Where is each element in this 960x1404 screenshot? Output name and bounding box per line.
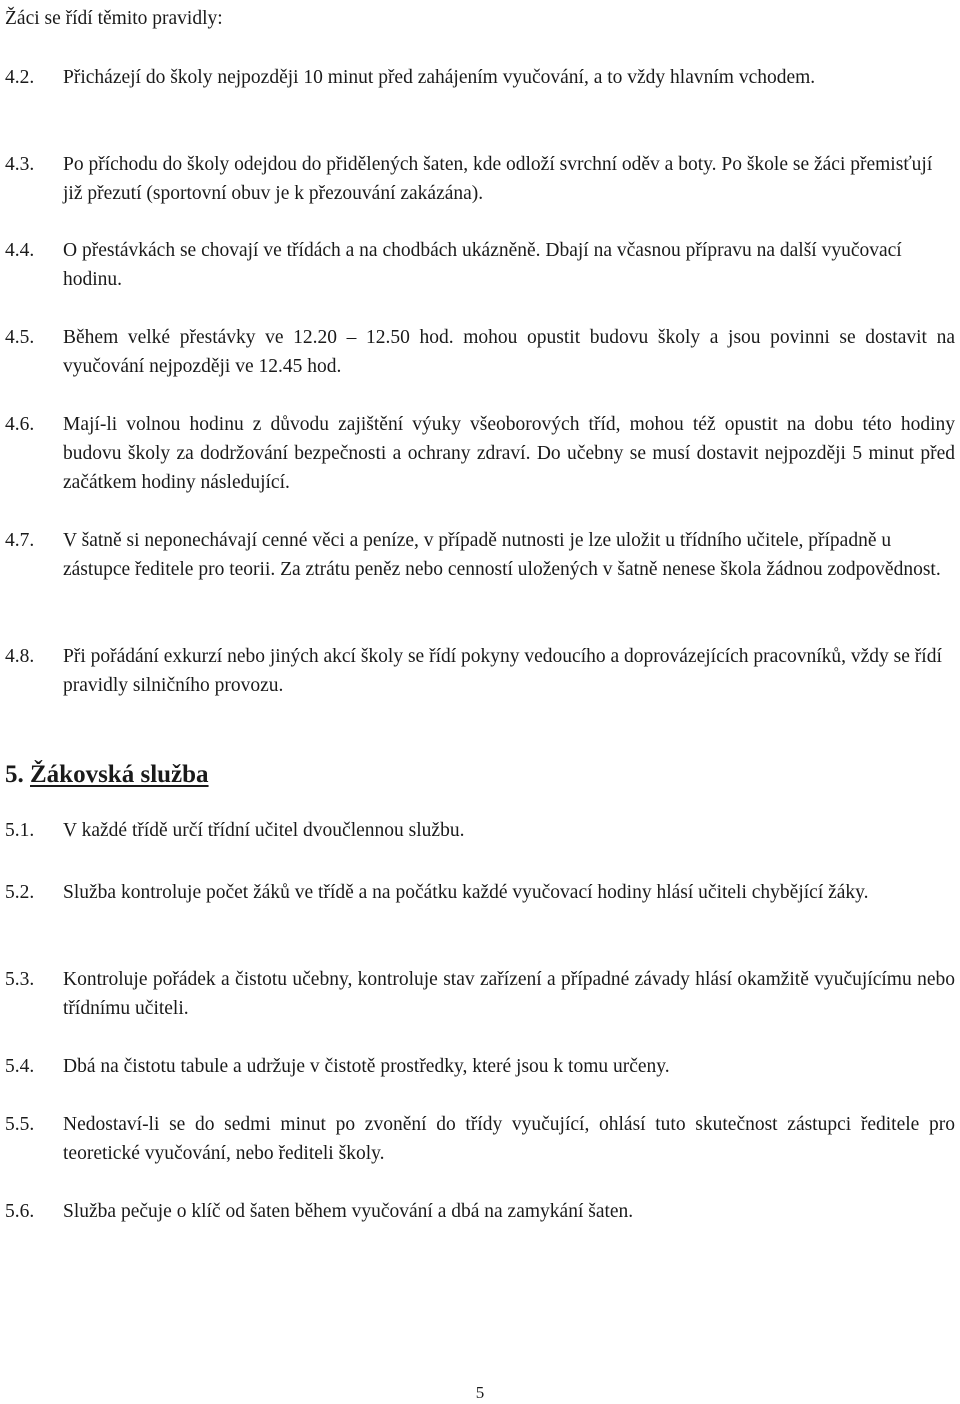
rule-text: Po příchodu do školy odejdou do přidělených šaten, kde odloží svrchní oděv a boty. Po škole se žáci přemisťují již přezutí (sportovní obuv je k přezouvání zakázána). bbox=[63, 154, 933, 204]
section-heading bbox=[5, 758, 209, 792]
rule-text: Služba kontroluje počet žáků ve třídě a na počátku každé vyučovací hodiny hlásí učiteli chybějící žáky. bbox=[63, 882, 869, 903]
rule-number: 5.3. bbox=[5, 969, 35, 990]
rule-number: 4.5. bbox=[5, 327, 35, 348]
rule-item-5-3 bbox=[5, 965, 955, 1023]
rule-number: 5.6. bbox=[5, 1201, 35, 1222]
rule-text: Při pořádání exkurzí nebo jiných akcí školy se řídí pokyny vedoucího a doprovázejících pracovníků, vždy se řídí pravidly silničního provozu. bbox=[63, 646, 942, 696]
rule-item-4-7 bbox=[5, 526, 955, 584]
rule-item-4-3 bbox=[5, 150, 955, 208]
rule-item-4-8 bbox=[5, 642, 955, 700]
rule-item-5-1 bbox=[5, 816, 955, 845]
rule-text: Přicházejí do školy nejpozději 10 minut před zahájením vyučování, a to vždy hlavním vchodem. bbox=[63, 67, 816, 88]
rule-number: 4.6. bbox=[5, 414, 35, 435]
intro-text: Žáci se řídí těmito pravidly: bbox=[5, 8, 223, 29]
rule-text: Služba pečuje o klíč od šaten během vyučování a dbá na zamykání šaten. bbox=[63, 1201, 634, 1222]
rule-number: 4.4. bbox=[5, 240, 35, 261]
rule-number: 5.1. bbox=[5, 820, 35, 841]
rule-number: 5.2. bbox=[5, 882, 35, 903]
rule-text: V šatně si neponechávají cenné věci a peníze, v případě nutnosti je lze uložit u třídního učitele, případně u zástupce ředitele pro teorii. Za ztrátu peněz nebo cenností uložených v šatně nenese škola žádnou zodpovědnost. bbox=[63, 530, 941, 580]
rule-text: Dbá na čistotu tabule a udržuje v čistotě prostředky, které jsou k tomu určeny. bbox=[63, 1056, 670, 1077]
rule-text: Mají-li volnou hodinu z důvodu zajištění výuky všeoborových tříd, mohou též opustit na dobu této hodiny budovu školy za dodržování bezpečnosti a ochrany zdraví. Do učebny se musí dostavit nejpozději 5 minut před začátkem hodiny následující. bbox=[63, 414, 955, 493]
rule-number: 4.7. bbox=[5, 530, 35, 551]
rule-item-4-2 bbox=[5, 63, 955, 92]
rule-item-4-5 bbox=[5, 323, 955, 381]
rule-number: 4.8. bbox=[5, 646, 35, 667]
rule-text: Nedostaví-li se do sedmi minut po zvonění do třídy vyučující, ohlásí tuto skutečnost zástupci ředitele pro teoretické vyučování, nebo řediteli školy. bbox=[63, 1114, 955, 1164]
rule-item-5-5 bbox=[5, 1110, 955, 1168]
page-number: 5 bbox=[475, 1383, 485, 1402]
section-title: Žákovská služba bbox=[30, 761, 209, 788]
rule-text: O přestávkách se chovají ve třídách a na chodbách ukázněně. Dbají na včasnou přípravu na další vyučovací hodinu. bbox=[63, 240, 902, 290]
rule-text: V každé třídě určí třídní učitel dvoučlennou službu. bbox=[63, 820, 465, 841]
rule-item-5-2 bbox=[5, 878, 955, 907]
rule-text: Během velké přestávky ve 12.20 – 12.50 hod. mohou opustit budovu školy a jsou povinni se dostavit na vyučování nejpozději ve 12.45 hod. bbox=[63, 327, 955, 377]
rule-number: 4.3. bbox=[5, 154, 35, 175]
section-number: 5. bbox=[5, 761, 24, 788]
rule-item-4-4 bbox=[5, 236, 955, 294]
rule-number: 5.4. bbox=[5, 1056, 35, 1077]
rule-text: Kontroluje pořádek a čistotu učebny, kontroluje stav zařízení a případné závady hlásí okamžitě vyučujícímu nebo třídnímu učiteli. bbox=[63, 969, 955, 1019]
rule-number: 4.2. bbox=[5, 67, 35, 88]
rule-item-5-4 bbox=[5, 1052, 955, 1081]
rule-number: 5.5. bbox=[5, 1114, 35, 1135]
rule-item-4-6 bbox=[5, 410, 955, 497]
rule-item-5-6 bbox=[5, 1197, 955, 1226]
